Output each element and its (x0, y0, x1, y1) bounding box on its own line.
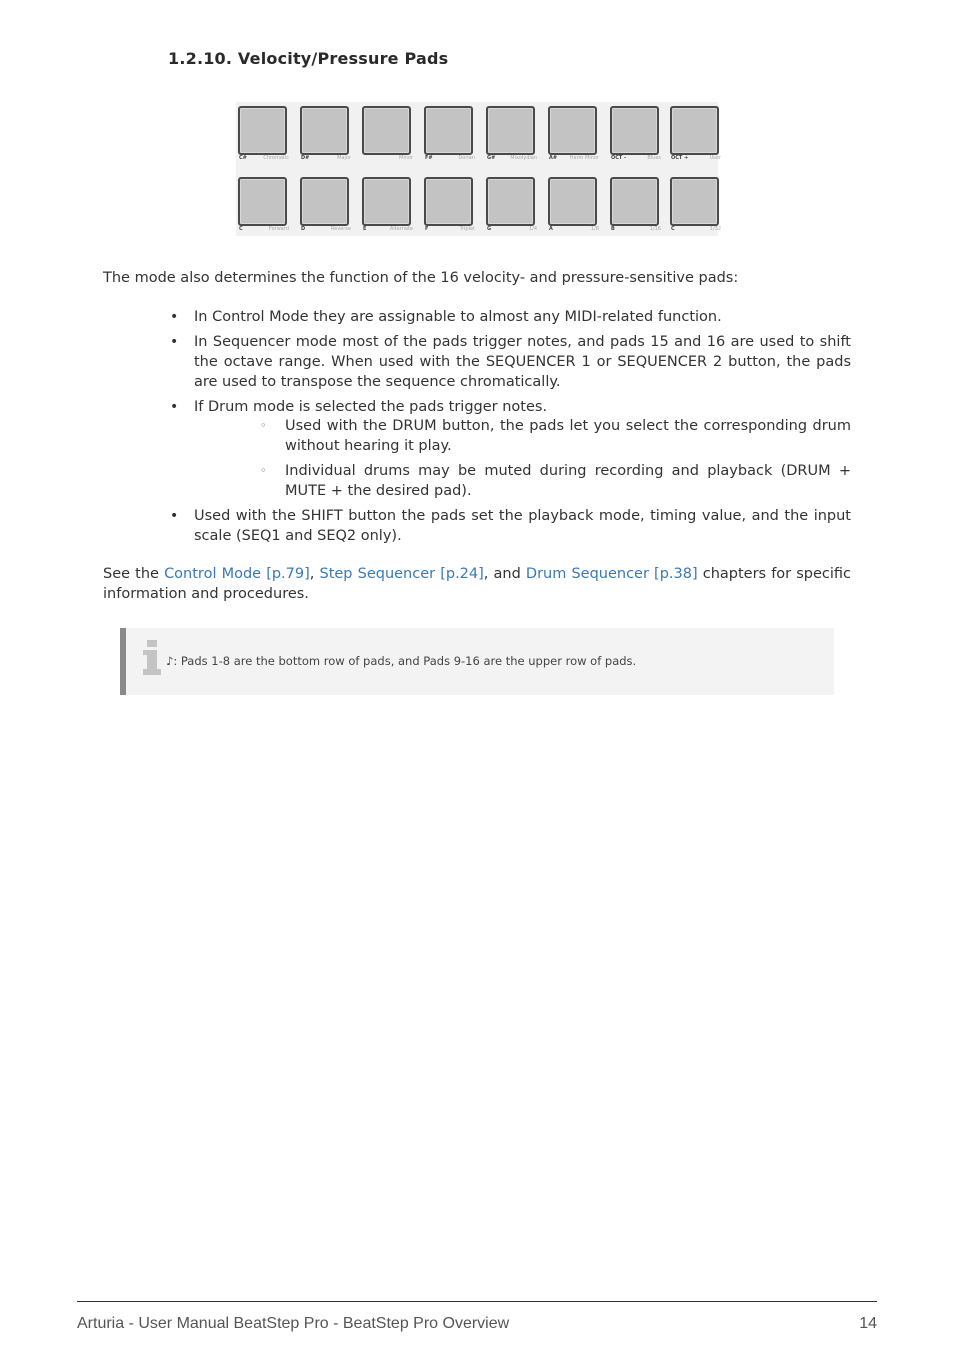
pad-note-label: OCT + (671, 155, 689, 161)
pad-grid-image (236, 102, 721, 236)
pad (360, 173, 418, 237)
pad-square (548, 106, 597, 155)
pad-square (300, 177, 349, 226)
pad (360, 102, 418, 166)
pad-function-label: Reverse (330, 226, 351, 232)
sub-bullet-marker: ◦ (260, 419, 267, 432)
separator: , and (483, 566, 526, 582)
pad (484, 173, 542, 237)
pad-square (238, 106, 287, 155)
sub-bullet-marker: ◦ (260, 464, 267, 477)
pad-square (548, 177, 597, 226)
pad-function-label: Alternate (389, 226, 413, 232)
bullet-drum-mode: If Drum mode is selected the pads trigger notes. (194, 399, 548, 415)
pad-function-label: Major (337, 155, 351, 161)
pad (298, 173, 356, 237)
pad-note-label: F (425, 226, 429, 232)
pad-function-label: 1/32 (709, 226, 721, 232)
bullet-shift-button: Used with the SHIFT button the pads set the playback mode, timing value, and the input scale (SEQ1 and SEQ2 only). (194, 508, 851, 544)
pad-function-label: 1/8 (590, 226, 599, 232)
pad-function-label: 1/16 (649, 226, 661, 232)
pad-note-label: G# (487, 155, 496, 161)
pad-row-lower (236, 173, 721, 240)
pad (236, 173, 294, 237)
pad (298, 102, 356, 166)
pad (546, 173, 604, 237)
bullet-marker: • (170, 399, 179, 415)
pad-note-label: C (239, 226, 243, 232)
pad-square (424, 106, 473, 155)
info-icon (142, 638, 162, 678)
section-heading: 1.2.10. Velocity/Pressure Pads (168, 49, 449, 68)
bullet-marker: • (170, 334, 179, 350)
pad (668, 102, 726, 166)
pad-note-label: OCT - (611, 155, 627, 161)
pad-function-label: Blues (647, 155, 661, 161)
pad-square (670, 106, 719, 155)
bullet-control-mode: In Control Mode they are assignable to almost any MIDI-related function. (194, 309, 722, 325)
pad-square (424, 177, 473, 226)
bullet-marker: • (170, 309, 179, 325)
separator: , (309, 566, 320, 582)
pad-note-label: A (549, 226, 553, 232)
pad-note-label: D# (301, 155, 310, 161)
pad-note-label: C (671, 226, 675, 232)
see-also-paragraph (103, 564, 851, 604)
pad-square (610, 177, 659, 226)
pad-row-upper (236, 102, 721, 169)
pad-note-label: F# (425, 155, 433, 161)
pad-square (300, 106, 349, 155)
pad-note-label: A# (549, 155, 558, 161)
pad-note-label: G (487, 226, 492, 232)
pad-note-label: E (363, 226, 367, 232)
pad-square (670, 177, 719, 226)
see-suffix: chapters for specific information and procedures. (103, 566, 852, 602)
pad-function-label: 1/4 (528, 226, 537, 232)
pad (668, 173, 726, 237)
footer-title: Arturia - User Manual BeatStep Pro - BeatStep Pro Overview (77, 1315, 510, 1332)
note-text: ♪: Pads 1-8 are the bottom row of pads, and Pads 9-16 are the upper row of pads. (166, 654, 637, 668)
pad-function-label: User (709, 155, 721, 161)
pad (484, 102, 542, 166)
pad-square (486, 177, 535, 226)
pad-function-label: Chromatic (263, 155, 289, 161)
pad-square (238, 177, 287, 226)
link-control-mode[interactable]: Control Mode [p.79] (164, 566, 310, 582)
pad (608, 102, 666, 166)
pad-square (610, 106, 659, 155)
pad-note-label: D (301, 226, 306, 232)
pad (236, 102, 294, 166)
footer-divider (77, 1301, 877, 1302)
link-step-sequencer[interactable]: Step Sequencer [p.24] (319, 566, 484, 582)
page-number: 14 (859, 1315, 877, 1332)
pad (546, 102, 604, 166)
pad-square (486, 106, 535, 155)
intro-paragraph: The mode also determines the function of the 16 velocity- and pressure-sensitive pads: (103, 270, 739, 286)
pad (422, 173, 480, 237)
bullet-sequencer-mode: In Sequencer mode most of the pads trigger notes, and pads 15 and 16 are used to shift the octave range. When used with the SEQUENCER 1 or SEQUENCER 2 button, the pads are used to transpose the sequence chromatically. (194, 334, 851, 390)
pad-square (362, 177, 411, 226)
pad-note-label: C# (239, 155, 247, 161)
bullet-marker: • (170, 508, 179, 524)
pad-square (362, 106, 411, 155)
pad-function-label: Forward (268, 226, 289, 232)
pad-function-label: Harm Minor (569, 155, 599, 161)
pad-function-label: Mixolydian (510, 155, 537, 161)
info-note-box (120, 628, 834, 695)
see-prefix: See the (103, 566, 165, 582)
sub-bullet-drum-select: Used with the DRUM button, the pads let you select the corresponding drum without hearing it play. (285, 418, 851, 454)
pad-function-label: Minor (399, 155, 413, 161)
pad-function-label: Triplet (459, 226, 475, 232)
link-drum-sequencer[interactable]: Drum Sequencer [p.38] (525, 566, 698, 582)
sub-bullet-drum-mute: Individual drums may be muted during recording and playback (DRUM + MUTE + the desired pad). (285, 463, 851, 499)
pad-function-label: Dorian (458, 155, 475, 161)
pad (422, 102, 480, 166)
pad-note-label: B (611, 226, 615, 232)
pad (608, 173, 666, 237)
